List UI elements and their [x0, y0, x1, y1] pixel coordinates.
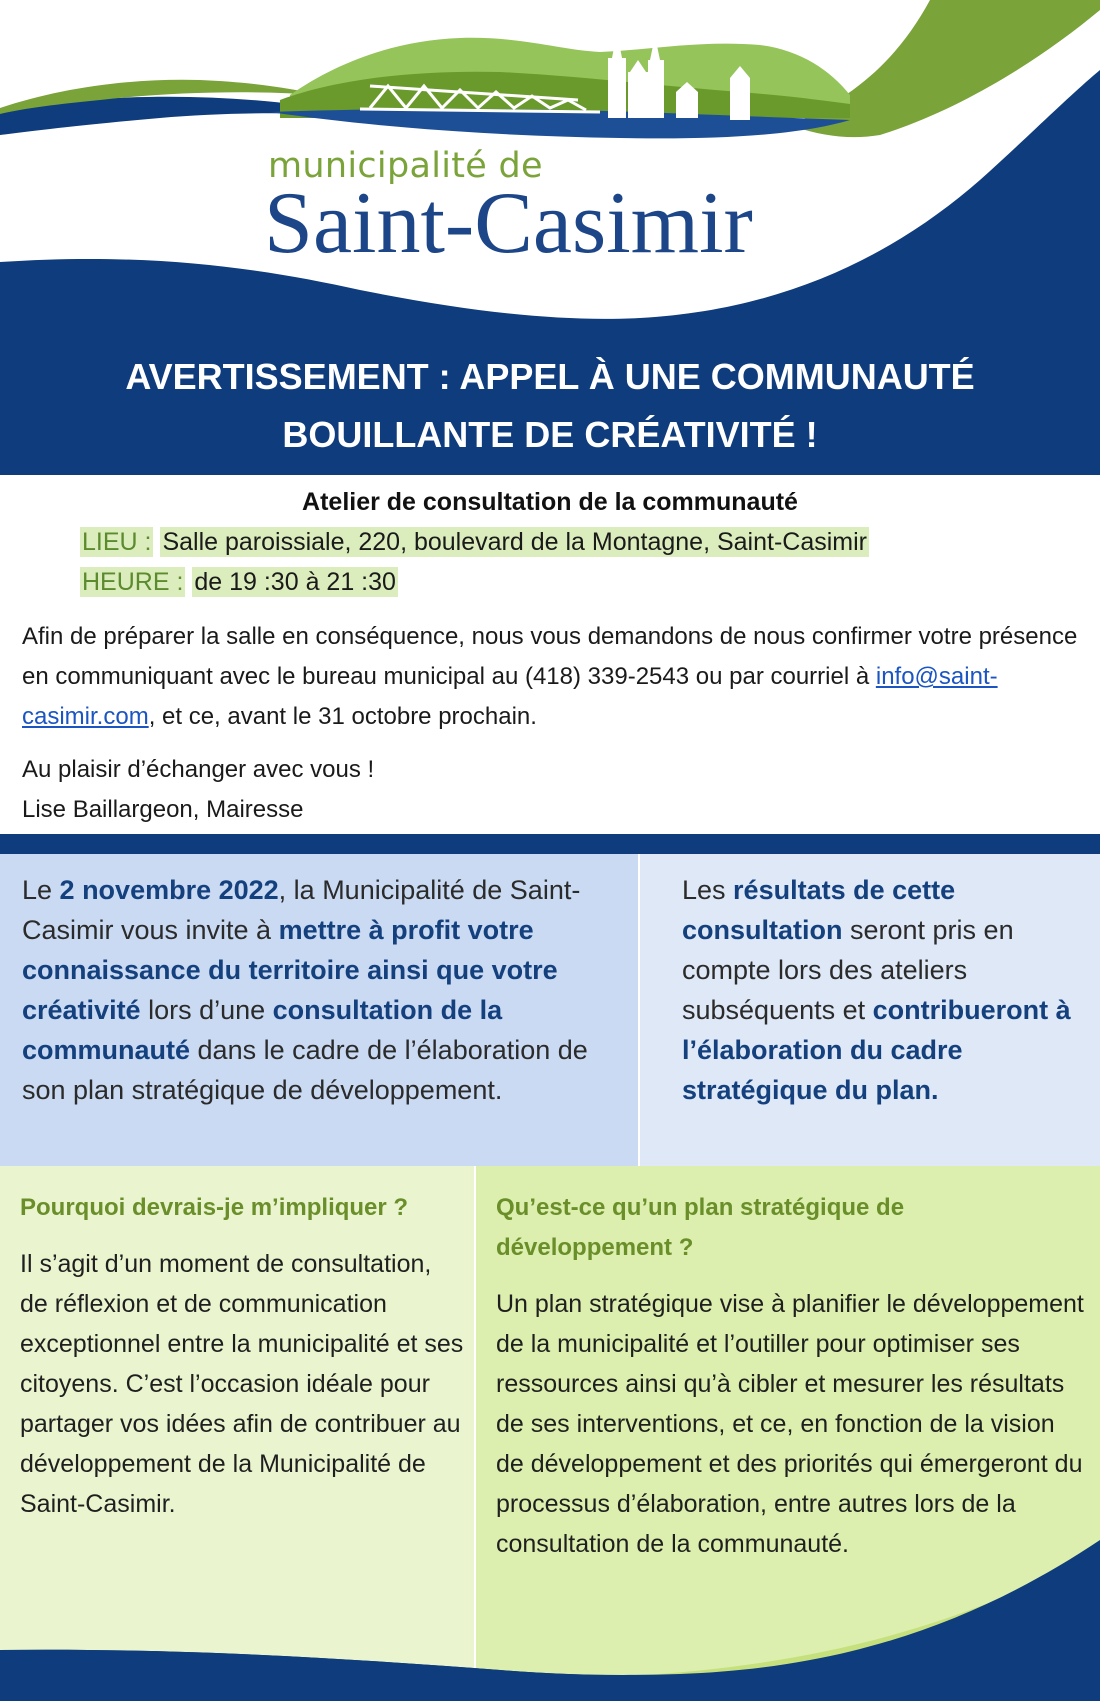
heure-value: de 19 :30 à 21 :30	[194, 568, 396, 596]
banner-title	[0, 348, 1100, 464]
results-paragraph	[682, 870, 1082, 1110]
results-emphasis-2: contribueront à l’élaboration du cadre stratégique du plan.	[682, 995, 1071, 1105]
invite-text-2: , la Municipalité de Saint-Casimir vous invite à	[22, 875, 581, 945]
invite-text-3: lors d’une	[140, 995, 273, 1025]
results-emphasis-1: résultats de cette consultation	[682, 875, 956, 945]
signoff-line2: Lise Baillargeon, Mairesse	[22, 796, 304, 823]
event-title: Atelier de consultation de la communauté	[302, 488, 798, 516]
signoff-line1: Au plaisir d’échanger avec vous !	[22, 756, 375, 783]
plan-heading: Qu’est-ce qu’un plan stratégique de développement ?	[496, 1194, 905, 1261]
invite-emphasis-1: mettre à profit votre connaissance du territoire ainsi que votre créativité	[22, 915, 558, 1025]
header-illustration	[0, 0, 1100, 345]
invite-date: 2 novembre 2022	[59, 875, 279, 905]
invite-text-1: Le	[22, 875, 60, 905]
why-body: Il s’agit d’un moment de consultation, de réflexion et de communication exceptionnel entre la municipalité et ses citoyens. C’est l’occasion idéale pour partager vos idées afin de contribuer au développement de la Municipalité de Saint-Casimir.	[20, 1250, 464, 1518]
lieu-label: LIEU :	[82, 528, 152, 556]
footer-light-wave-shape	[0, 1650, 620, 1701]
results-text-1: Les	[682, 875, 734, 905]
logo-municipalite-text: municipalité de	[268, 146, 543, 186]
rsvp-paragraph	[22, 617, 1082, 737]
why-heading: Pourquoi devrais-je m’impliquer ?	[20, 1194, 409, 1221]
invite-text-4: dans le cadre de l’élaboration de son plan stratégique de développement.	[22, 1035, 588, 1105]
email-link[interactable]: info@saint-casimir.com	[22, 663, 998, 730]
invite-emphasis-2: consultation de la communauté	[22, 995, 503, 1065]
heure-label: HEURE :	[82, 568, 184, 596]
logo-name-text: Saint-Casimir	[264, 175, 753, 272]
banner-title-line1: AVERTISSEMENT : APPEL À UNE COMMUNAUTÉ	[125, 356, 975, 397]
banner-title-line2: BOUILLANTE DE CRÉATIVITÉ !	[282, 414, 818, 455]
invite-paragraph	[22, 870, 622, 1110]
section-divider	[0, 834, 1100, 854]
lieu-value: Salle paroissiale, 220, boulevard de la Montagne, Saint-Casimir	[162, 528, 867, 556]
plan-body: Un plan stratégique vise à planifier le développement de la municipalité et l’outiller pour optimiser ses ressources ainsi qu’à cibler et mesurer les résultats de ses interventions, et ce, en fonction de la vision de développement et des priorités qui émergeront du processus d’élaboration, entre autres lors de la consultation de la communauté.	[496, 1290, 1084, 1558]
rsvp-text-before: Afin de préparer la salle en conséquence, nous vous demandons de nous confirmer votre présence en communiquant avec le bureau municipal au (418) 339-2543 ou par courriel à	[22, 623, 1078, 690]
rsvp-text-after: , et ce, avant le 31 octobre prochain.	[148, 703, 537, 730]
results-text-2: seront pris en compte lors des ateliers subséquents et	[682, 915, 1014, 1025]
event-heure-line	[80, 564, 398, 600]
event-lieu-line	[80, 524, 869, 560]
footer-wave	[0, 1530, 1100, 1701]
